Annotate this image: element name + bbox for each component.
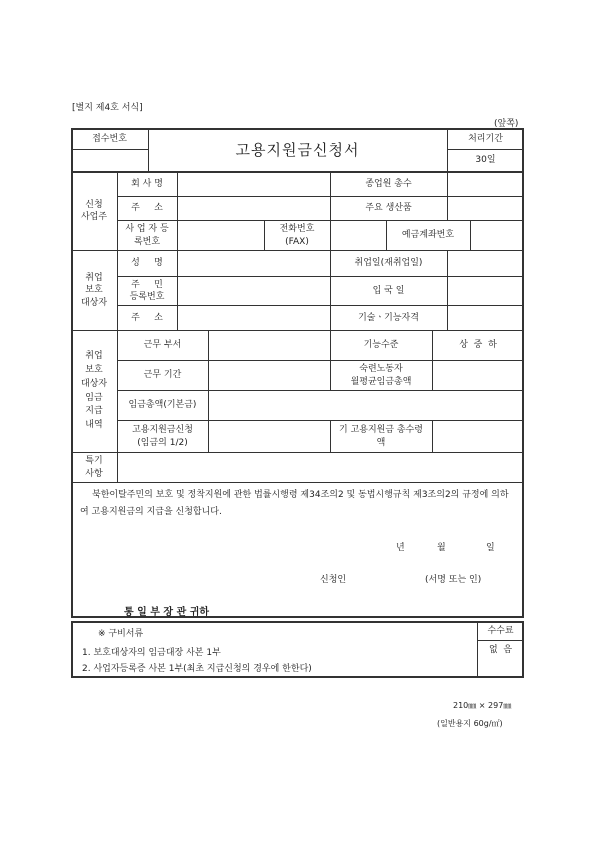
deposit-account-label: 예금계좌번호 <box>401 230 455 241</box>
phone-fax-label: 전화번호 (FAX) <box>279 224 315 247</box>
skill-level-label: 기능수준 <box>363 340 399 351</box>
document-item-1: 1. 보호대상자의 임금대장 사본 1부 <box>82 648 221 658</box>
document-item-2: 2. 사업자등록증 사본 1부(최초 지급신청의 경우에 한한다) <box>82 664 312 674</box>
resident-number-label: 주 민 등록번호 <box>129 279 165 302</box>
documents-heading: ※ 구비서류 <box>98 629 144 639</box>
work-department-label: 근무 부서 <box>143 340 182 351</box>
remarks-label: 특기 사항 <box>85 456 103 479</box>
date-month: 월 <box>437 543 446 553</box>
page-side-mark: (앞쪽) <box>494 119 519 129</box>
protected-name-label: 성 명 <box>131 258 163 269</box>
subsidy-request-label: 고용지원금신청 (임금의 1/2) <box>132 425 193 448</box>
certificate-label: 기술ㆍ기능자격 <box>358 312 419 323</box>
paper-type: (일반용지 60g/㎡) <box>437 719 503 728</box>
date-day: 일 <box>486 543 495 553</box>
total-wage-label: 임금총액(기본금) <box>128 400 197 411</box>
processing-period-value: 30일 <box>475 155 496 166</box>
receipt-number-label: 접수번호 <box>92 133 127 144</box>
employer-section-label: 신청 사업주 <box>80 199 108 222</box>
main-product-label: 주요 생산품 <box>365 203 412 214</box>
business-registration-label: 사 업 자 등 록번호 <box>125 224 169 247</box>
form-title: 고용지원금신청서 <box>235 140 360 159</box>
form-reference: [별지 제4호 서식] <box>72 103 143 113</box>
processing-period-label: 처리기간 <box>468 133 503 144</box>
skill-level-options: 상 중 하 <box>459 340 497 351</box>
declaration-text: 북한이탈주민의 보호 및 정착지원에 관한 법률시행령 제34조의2 및 동법시행규칙 제3조의2의 규정에 의하여 고용지원금의 지급을 신청합니다. <box>80 490 509 517</box>
work-period-label: 근무 기간 <box>143 370 182 381</box>
company-name-label: 회 사 명 <box>131 178 163 189</box>
wage-section-label: 취업 보호 대상자 임금 지급 내역 <box>80 350 108 431</box>
date-year: 년 <box>396 543 405 553</box>
paper-size: 210㎜ × 297㎜ <box>453 701 512 710</box>
entry-date-label: 입 국 일 <box>372 285 405 296</box>
total-employees-label: 종업원 총수 <box>365 178 412 189</box>
addressee: 통 일 부 장 관 귀하 <box>124 607 210 618</box>
signature-label: (서명 또는 인) <box>425 575 482 585</box>
applicant-label: 신청인 <box>320 575 347 585</box>
prior-subsidy-label: 기 고용지원금 총수령 액 <box>339 425 423 448</box>
fee-label: 수수료 <box>487 625 514 636</box>
protected-address-label: 주 소 <box>131 312 163 323</box>
fee-value: 없 음 <box>488 644 513 655</box>
employer-address-label: 주 소 <box>131 203 163 214</box>
protected-person-section-label: 취업 보호 대상자 <box>80 273 108 308</box>
employment-date-label: 취업일(재취업일) <box>354 258 423 269</box>
average-wage-label: 숙련노동자 월평균임금총액 <box>350 364 412 387</box>
